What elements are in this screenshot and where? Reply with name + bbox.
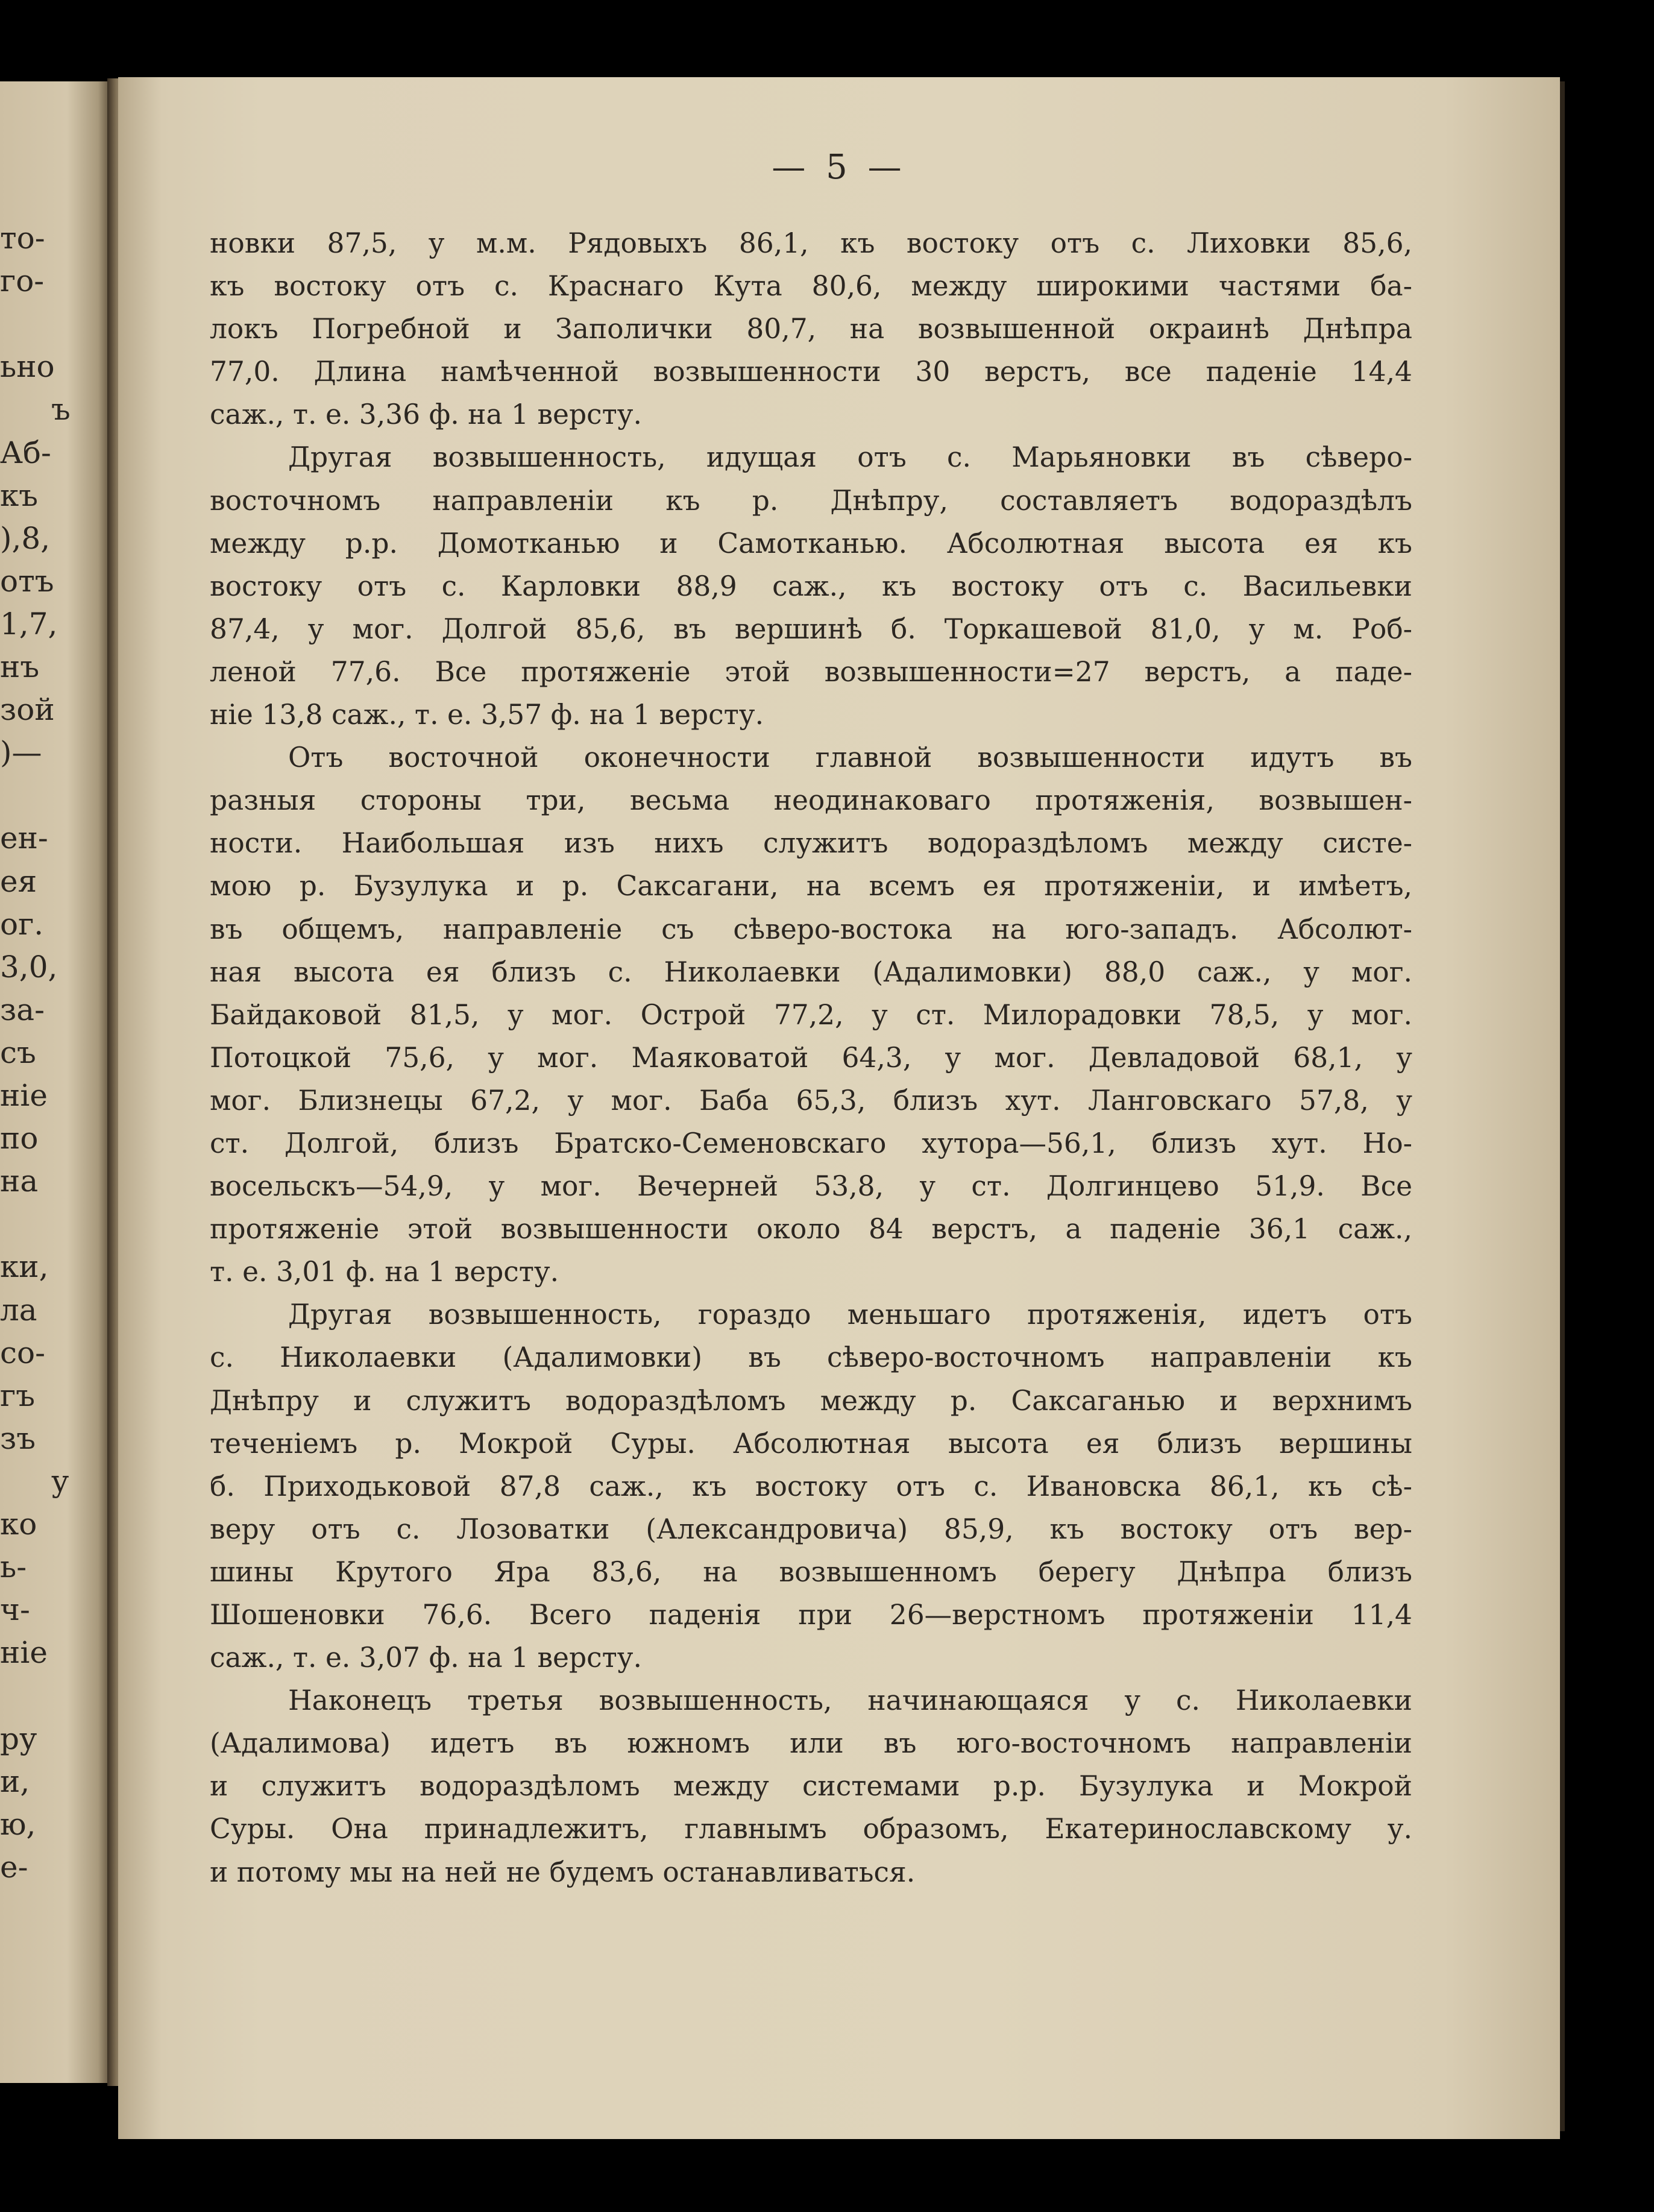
text-line: с. Николаевки (Адалимовки) въ сѣверо-восточномъ направленіи къ (210, 1341, 1412, 1374)
text-line: 77,0. Длина намѣченной возвышенности 30 верстъ, все паденіе 14,4 (210, 356, 1412, 388)
left-page-fragment: со- (0, 1335, 45, 1370)
text-line: шины Крутого Яра 83,6, на возвышенномъ берегу Днѣпра близъ (210, 1555, 1412, 1588)
left-page-fragment: ла (0, 1292, 37, 1328)
text-line: Отъ восточной оконечности главной возвышенности идутъ въ (288, 742, 1412, 774)
left-page-fragment: къ (0, 477, 39, 513)
left-page-fragment: е- (0, 1849, 28, 1885)
left-page-fragment: у (51, 1463, 69, 1499)
left-page-fragment: съ (0, 1035, 36, 1070)
text-line: между р.р. Домотканью и Самотканью. Абсолютная высота ея къ (210, 527, 1412, 559)
text-line: Байдаковой 81,5, у мог. Острой 77,2, у ст. Милорадовки 78,5, у мог. (210, 998, 1412, 1031)
text-line: востоку отъ с. Карловки 88,9 саж., къ востоку отъ с. Васильевки (210, 570, 1412, 602)
left-page-fragment: нъ (0, 649, 40, 684)
paragraph (210, 436, 1412, 736)
left-page-fragment: ог. (0, 906, 44, 942)
text-line: мог. Близнецы 67,2, у мог. Баба 65,3, близъ хут. Ланговскаго 57,8, у (210, 1084, 1412, 1117)
left-page-fragment: по (0, 1121, 39, 1156)
left-page-fragment: ніе (0, 1635, 48, 1671)
left-page-fragment: то- (0, 221, 45, 256)
text-line: восельскъ—54,9, у мог. Вечерней 53,8, у ст. Долгинцево 51,9. Все (210, 1170, 1412, 1203)
left-page-fragment: )— (0, 735, 42, 770)
text-line: веру отъ с. Лозоватки (Александровича) 85,9, къ востоку отъ вер- (210, 1513, 1412, 1545)
text-line: протяженіе этой возвышенности около 84 верстъ, а паденіе 36,1 саж., (210, 1213, 1412, 1246)
text-line: Потоцкой 75,6, у мог. Маяковатой 64,3, у мог. Девладовой 68,1, у (210, 1041, 1412, 1074)
left-page-fragment: ч- (0, 1592, 30, 1628)
left-page-fragment: ки, (0, 1249, 49, 1285)
left-page-fragment: ь- (0, 1549, 27, 1585)
text-line: саж., т. е. 3,36 ф. на 1 версту. (210, 399, 643, 431)
text-line: б. Приходьковой 87,8 саж., къ востоку отъ с. Ивановска 86,1, къ сѣ- (210, 1470, 1412, 1502)
left-page-fragment: зъ (0, 1420, 36, 1456)
text-line: ніе 13,8 саж., т. е. 3,57 ф. на 1 версту. (210, 699, 764, 731)
left-page-fragment: ея (0, 863, 37, 899)
text-line: Днѣпру и служитъ водораздѣломъ между р. Саксаганью и верхнимъ (210, 1384, 1412, 1417)
text-line: Суры. Она принадлежитъ, главнымъ образомъ, Екатеринославскому у. (210, 1813, 1412, 1845)
text-line: восточномъ направленіи къ р. Днѣпру, составляетъ водораздѣлъ (210, 484, 1412, 517)
text-line: 87,4, у мог. Долгой 85,6, въ вершинѣ б. Торкашевой 81,0, у м. Роб- (210, 613, 1412, 645)
left-page-fragment: ру (0, 1721, 37, 1756)
paragraph (210, 736, 1412, 1293)
page-edge-shadow (1560, 81, 1565, 2131)
paragraph (210, 1679, 1412, 1893)
left-page-fragment: ъ (51, 392, 71, 427)
paragraph (210, 222, 1412, 436)
left-page-fragment: ю, (0, 1806, 36, 1842)
paragraph (210, 1293, 1412, 1679)
text-line: Другая возвышенность, идущая отъ с. Марьяновки въ сѣверо- (288, 441, 1412, 474)
left-page-fragment: 3,0, (0, 949, 58, 985)
text-line: въ общемъ, направленіе съ сѣверо-востока на юго-западъ. Абсолют- (210, 913, 1412, 945)
left-page-fragment: на (0, 1164, 39, 1199)
left-page-fragment: ко (0, 1507, 37, 1542)
text-line: теченіемъ р. Мокрой Суры. Абсолютная высота ея близъ вершины (210, 1427, 1412, 1460)
left-page-fragment: за- (0, 992, 45, 1027)
text-line: леной 77,6. Все протяженіе этой возвышенности=27 верстъ, а паде- (210, 655, 1412, 688)
left-page-fragment: 1,7, (0, 606, 58, 641)
text-line: новки 87,5, у м.м. Рядовыхъ 86,1, къ востоку отъ с. Лиховки 85,6, (210, 227, 1412, 259)
text-line: ная высота ея близъ с. Николаевки (Адалимовки) 88,0 саж., у мог. (210, 956, 1412, 988)
left-page-fragment: Аб- (0, 435, 51, 470)
page-number: — 5 — (772, 148, 907, 187)
left-page-fragment: отъ (0, 563, 54, 599)
text-line: разныя стороны три, весьма неодинаковаго протяженія, возвышен- (210, 784, 1412, 817)
text-line: локъ Погребной и Заполички 80,7, на возвышенной окраинѣ Днѣпра (210, 313, 1412, 345)
left-page-fragment: ен- (0, 821, 48, 856)
left-page-fragment: ьно (0, 349, 55, 385)
text-line: и потому мы на ней не будемъ останавливаться. (210, 1856, 916, 1888)
left-page-fragment: го- (0, 263, 45, 299)
left-page-fragment: ніе (0, 1078, 48, 1113)
left-page-fragment: зой (0, 692, 55, 728)
text-line: и служитъ водораздѣломъ между системами р.р. Бузулука и Мокрой (210, 1770, 1412, 1803)
left-page-fragment: гъ (0, 1378, 36, 1413)
text-line: ности. Наибольшая изъ нихъ служитъ водораздѣломъ между систе- (210, 827, 1412, 860)
text-line: саж., т. е. 3,07 ф. на 1 версту. (210, 1642, 643, 1674)
text-line: Другая возвышенность, гораздо меньшаго протяженія, идетъ отъ (288, 1299, 1412, 1331)
left-page-fragment: и, (0, 1763, 30, 1799)
text-line: Наконецъ третья возвышенность, начинающаяся у с. Николаевки (288, 1684, 1412, 1717)
body-text (210, 222, 1412, 1894)
text-line: Шошеновки 76,6. Всего паденія при 26—верстномъ протяженіи 11,4 (210, 1599, 1412, 1631)
text-line: къ востоку отъ с. Краснаго Кута 80,6, между широкими частями ба- (210, 270, 1412, 303)
text-line: ст. Долгой, близъ Братско-Семеновскаго хутора—56,1, близъ хут. Но- (210, 1127, 1412, 1159)
text-line: мою р. Бузулука и р. Саксагани, на всемъ ея протяженіи, и имѣетъ, (210, 870, 1412, 903)
text-line: (Адалимова) идетъ въ южномъ или въ юго-восточномъ направленіи (210, 1727, 1412, 1760)
text-line: т. е. 3,01 ф. на 1 версту. (210, 1256, 559, 1288)
left-page-fragment: ),8, (0, 520, 51, 556)
